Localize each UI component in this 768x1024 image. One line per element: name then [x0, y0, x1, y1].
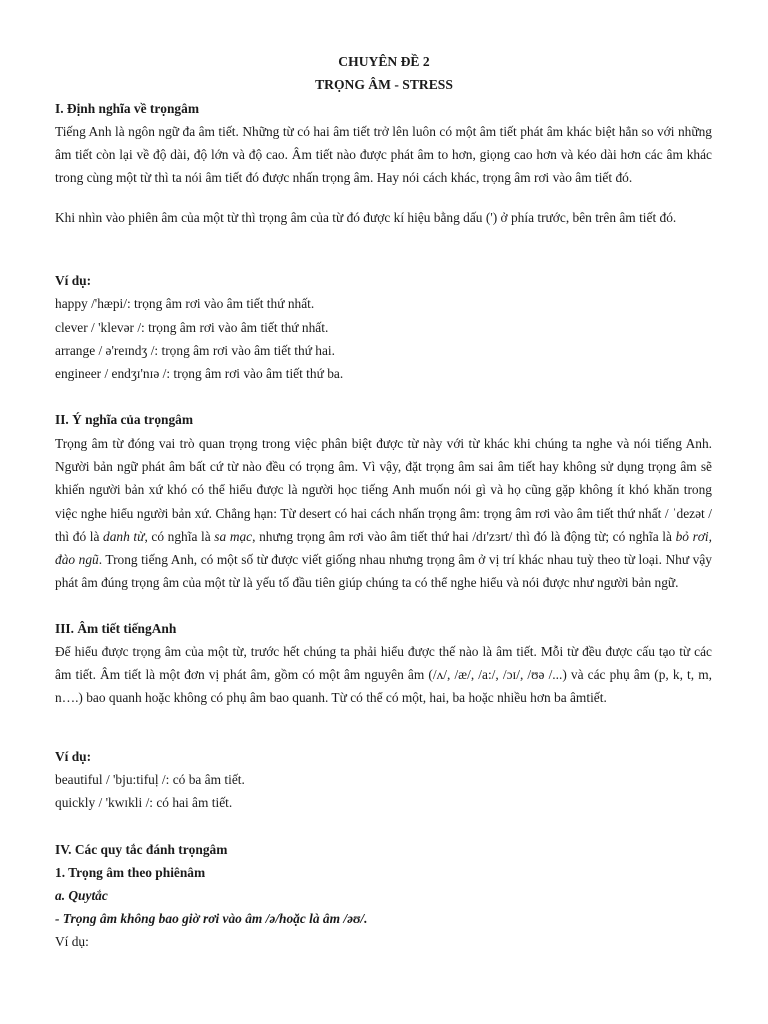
section-3-heading: III. Âm tiết tiếngAnh: [55, 621, 177, 636]
section-2-paragraph: Trọng âm từ đóng vai trò quan trọng trong việc phân biệt được từ này với từ khác khi chúng ta nghe và nói tiếng Anh. Người bản ngữ phát âm bất cứ từ nào đều có trọng âm. Vì vậy, đặt trọng âm sai âm tiết hay không sử dụng trọng âm sẽ khiến người bản xứ khó có thể hiểu được là người học tiếng Anh muốn nói gì và họ cũng gặp không ít khó khăn trong việc nghe hiểu người bản xứ. Chẳng hạn: Từ desert có hai cách nhấn trọng âm: trọng âm rơi vào âm tiết thứ nhất / ˈdezət / thì đó là danh từ, có nghĩa là sa mạc, nhưng trọng âm rơi vào âm tiết thứ hai /dɪ'zɜrt/ thì đó là động từ; có nghĩa là bỏ rơi, đào ngũ. Trong tiếng Anh, có một số từ được viết giống nhau nhưng trọng âm ở vị trí khác nhau tuỳ theo từ loại. Như vậy phát âm đúng trọng âm của một từ là yếu tố đầu tiên giúp chúng ta có thể nghe hiểu và nói được như người bản ngữ.: [55, 436, 712, 591]
example-line: quickly / 'kwɪkli /: có hai âm tiết.: [55, 795, 233, 810]
document-subtitle: TRỌNG ÂM - STRESS: [315, 77, 453, 92]
example-line: arrange / ə'reɪndʒ /: trọng âm rơi vào âm tiết thứ hai.: [55, 343, 336, 358]
section-3-paragraph: Để hiểu được trọng âm của một từ, trước hết chúng ta phải hiểu được thế nào là âm tiết. Mỗi từ đều được cấu tạo từ các âm tiết. Âm tiết là một đơn vị phát âm, gồm có một âm nguyên âm (/ʌ/, /æ/, /a:/, /ɔɪ/, /ʊə /...) và các phụ âm (p, k, t, m, n….) bao quanh hoặc không có phụ âm bao quanh. Từ có thể có một, hai, ba hoặc nhiều hơn ba âmtiết.: [55, 644, 712, 706]
section-4-subheading: 1. Trọng âm theo phiênâm: [55, 865, 206, 880]
section-4-example-label: Ví dụ:: [55, 934, 89, 949]
example-line: happy /'hæpi/: trọng âm rơi vào âm tiết thứ nhất.: [55, 296, 315, 311]
example-line: engineer / endʒɪ'nɪə /: trọng âm rơi vào âm tiết thứ ba.: [55, 366, 344, 381]
example-line: clever / 'klevər /: trọng âm rơi vào âm tiết thứ nhất.: [55, 320, 329, 335]
emphasis-text: sa mạc: [214, 528, 253, 544]
section-3-example-label: Ví dụ:: [55, 749, 92, 764]
section-1-heading: I. Định nghĩa về trọngâm: [55, 101, 199, 116]
emphasis-text: danh từ: [103, 528, 145, 544]
section-1-example-label: Ví dụ:: [55, 273, 92, 288]
section-2-heading: II. Ý nghĩa của trọngâm: [55, 412, 194, 427]
section-1-paragraph-2: Khi nhìn vào phiên âm của một từ thì trọng âm của từ đó được kí hiệu bằng dấu (') ở phía trước, bên trên âm tiết đó.: [55, 210, 677, 225]
section-1-paragraph-1: Tiếng Anh là ngôn ngữ đa âm tiết. Những từ có hai âm tiết trở lên luôn có một âm tiết phát âm khác biệt hẳn so với những âm tiết còn lại về độ dài, độ lớn và độ cao. Âm tiết nào được phát âm to hơn, giọng cao hơn và kéo dài hơn các âm khác trong cùng một từ thì ta nói âm tiết đó được nhấn trọng âm. Hay nói cách khác, trọng âm rơi vào âm tiết đó.: [55, 124, 712, 186]
document-title: CHUYÊN ĐỀ 2: [338, 54, 430, 69]
rule-text: - Trọng âm không bao giờ rơi vào âm /ə/hoặc là âm /əʊ/.: [55, 911, 368, 926]
example-line: beautiful / 'bju:tifuḷ /: có ba âm tiết.: [55, 772, 245, 787]
section-4-heading: IV. Các quy tắc đánh trọngâm: [55, 842, 228, 857]
emphasis-text: bỏ rơi, đào ngũ: [55, 528, 712, 568]
rule-subheading: a. Quytắc: [55, 888, 108, 903]
